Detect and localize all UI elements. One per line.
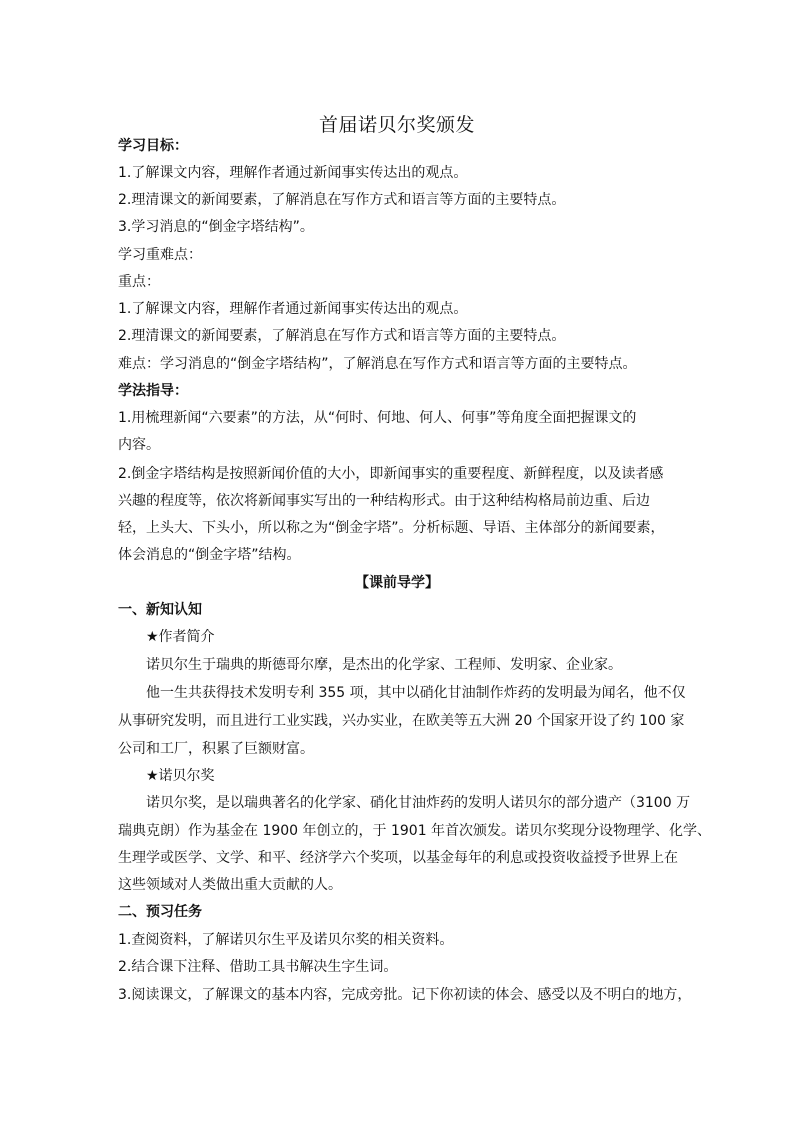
emphasis-item: 2.理清课文的新闻要素，了解消息在写作方式和语言等方面的主要特点。 — [118, 328, 566, 344]
objective-item: 1.了解课文内容，理解作者通过新闻事实传达出的观点。 — [118, 165, 468, 181]
author-line: 诺贝尔生于瑞典的斯德哥尔摩，是杰出的化学家、工程师、发明家、企业家。 — [146, 657, 622, 673]
emphasis-item: 1.了解课文内容，理解作者通过新闻事实传达出的观点。 — [118, 301, 468, 317]
task-item: 1.查阅资料，了解诺贝尔生平及诺贝尔奖的相关资料。 — [118, 932, 454, 948]
prize-line: 生理学或医学、文学、和平、经济学六个奖项，以基金每年的利息或投资收益授予世界上在 — [118, 850, 678, 866]
emphasis-label: 重点： — [118, 274, 160, 290]
method-line: 内容。 — [118, 437, 160, 453]
objective-item: 2.理清课文的新闻要素，了解消息在写作方式和语言等方面的主要特点。 — [118, 192, 566, 208]
task-item: 2.结合课下注释、借助工具书解决生字生词。 — [118, 959, 398, 975]
method-line: 体会消息的“倒金字塔”结构。 — [118, 547, 301, 563]
objectives-heading: 学习目标： — [118, 138, 188, 154]
method-line: 兴趣的程度等，依次将新闻事实写出的一种结构形式。由于这种结构格局前边重、后边 — [118, 493, 650, 509]
objective-item: 3.学习消息的“倒金字塔结构”。 — [118, 219, 314, 235]
method-line: 1.用梳理新闻“六要素”的方法，从“何时、何地、何人、何事”等角度全面把握课文的 — [118, 410, 637, 426]
method-line: 轻，上头大、下头小，所以称之为“倒金字塔”。分析标题、导语、主体部分的新闻要素， — [118, 520, 665, 536]
task-item: 3.阅读课文，了解课文的基本内容，完成旁批。记下你初读的体会、感受以及不明白的地方， — [118, 987, 692, 1003]
author-line: 从事研究发明，而且进行工业实践，兴办实业，在欧美等五大洲 20 个国家开设了约 100 家 — [118, 713, 685, 729]
author-line: 公司和工厂，积累了巨额财富。 — [118, 741, 314, 757]
prize-line: 这些领域对人类做出重大贡献的人。 — [118, 877, 342, 893]
method-heading: 学法指导： — [118, 383, 188, 399]
section-heading: 一、新知认知 — [118, 602, 202, 618]
section-heading: 二、预习任务 — [118, 904, 202, 920]
key-points-heading: 学习重难点： — [118, 247, 202, 263]
document-title: 首届诺贝尔奖颁发 — [318, 113, 475, 136]
preview-guide-heading: 【课前导学】 — [355, 575, 439, 591]
author-label: ★作者简介 — [146, 629, 215, 645]
difficulty-text: 难点：学习消息的“倒金字塔结构”，了解消息在写作方式和语言等方面的主要特点。 — [118, 356, 637, 372]
prize-label: ★诺贝尔奖 — [146, 768, 215, 784]
author-line: 他一生共获得技术发明专利 355 项，其中以硝化甘油制作炸药的发明最为闻名，他不仅 — [146, 685, 686, 701]
method-line: 2.倒金字塔结构是按照新闻价值的大小，即新闻事实的重要程度、新鲜程度，以及读者感 — [118, 466, 664, 482]
prize-line: 瑞典克朗）作为基金在 1900 年创立的，于 1901 年首次颁发。诺贝尔奖现分设物理学、化学、 — [118, 823, 712, 839]
prize-line: 诺贝尔奖，是以瑞典著名的化学家、硝化甘油炸药的发明人诺贝尔的部分遗产（3100 万 — [146, 795, 691, 811]
